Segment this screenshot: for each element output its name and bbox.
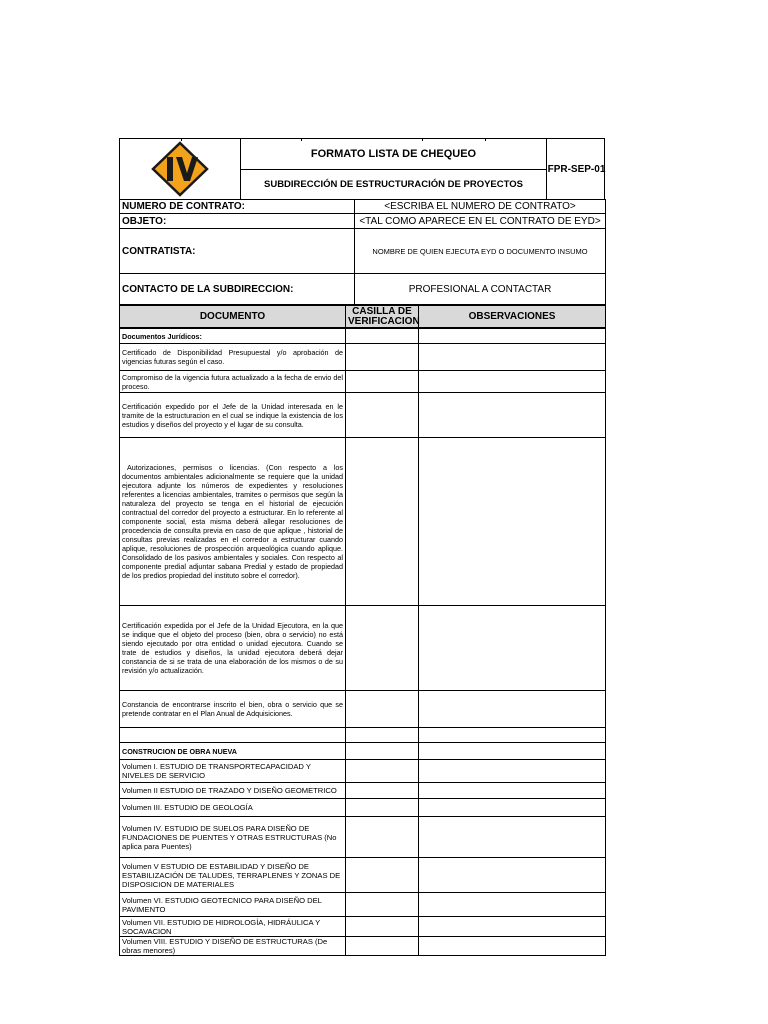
- verification-cell[interactable]: [346, 937, 419, 956]
- observations-cell[interactable]: [419, 393, 606, 438]
- observations-cell[interactable]: [419, 371, 606, 393]
- checklist-sheet: [119, 138, 605, 956]
- document-cell: Certificado de Disponibilidad Presupuestal y/o aprobación de vigencias futuras según el caso.: [120, 344, 346, 371]
- checklist-table: [119, 305, 606, 328]
- form-title: FORMATO LISTA DE CHEQUEO: [241, 139, 546, 170]
- table-row: [120, 783, 606, 799]
- info-row: [120, 229, 606, 274]
- observations-cell[interactable]: [419, 728, 606, 743]
- verification-cell[interactable]: [346, 893, 419, 917]
- verification-column-header: CASILLA DE VERIFICACION: [346, 306, 419, 328]
- observations-cell[interactable]: [419, 743, 606, 760]
- table-row: [120, 606, 606, 691]
- table-row: [120, 858, 606, 893]
- document-cell: Constancia de encontrarse inscrito el bien, obra o servicio que se pretende contratar en el Plan Anual de Adquisiciones.: [120, 691, 346, 728]
- verification-cell[interactable]: [346, 743, 419, 760]
- table-row: [120, 760, 606, 783]
- contact-field[interactable]: PROFESIONAL A CONTACTAR: [355, 274, 606, 305]
- document-cell: Volumen VII. ESTUDIO DE HIDROLOGÍA, HIDRÁULICA Y SOCAVACION: [120, 917, 346, 937]
- object-field[interactable]: <TAL COMO APARECE EN EL CONTRATO DE EYD>: [355, 214, 606, 229]
- document-cell: Volumen V ESTUDIO DE ESTABILIDAD Y DISEÑO DE ESTABILIZACIÓN DE TALUDES, TERRAPLENES Y ZONAS DE DISPOSICION DE MATERIALES: [120, 858, 346, 893]
- table-row: [120, 817, 606, 858]
- document-cell: Certificación expedida por el Jefe de la Unidad Ejecutora, en la que se indique que el objeto del proceso (bien, obra o servicio) no está siendo ejecutado por otra entidad o unidad ejecutora. Cuando se trate de estudios y diseños, la unidad ejecutora deberá dejar constancia de si se trata de una elaboración de los mismos o de su revisión y/o actualización.: [120, 606, 346, 691]
- table-row: [120, 393, 606, 438]
- contractor-field[interactable]: NOMBRE DE QUIEN EJECUTA EYD O DOCUMENTO INSUMO: [355, 229, 606, 274]
- table-row: [120, 937, 606, 956]
- table-row: [120, 743, 606, 760]
- table-row: [120, 799, 606, 817]
- observations-cell[interactable]: [419, 917, 606, 937]
- info-row: [120, 200, 606, 214]
- section-heading: CONSTRUCION DE OBRA NUEVA: [120, 743, 346, 760]
- document-cell: Volumen VI. ESTUDIO GEOTECNICO PARA DISEÑO DEL PAVIMENTO: [120, 893, 346, 917]
- logo-icon: [120, 139, 241, 199]
- verification-cell[interactable]: [346, 760, 419, 783]
- verification-cell[interactable]: [346, 344, 419, 371]
- verification-cell[interactable]: [346, 799, 419, 817]
- document-cell: Volumen IV. ESTUDIO DE SUELOS PARA DISEÑO DE FUNDACIONES DE PUENTES Y OTRAS ESTRUCTURAS (No aplica para Puentes): [120, 817, 346, 858]
- verification-cell[interactable]: [346, 783, 419, 799]
- document-cell: Autorizaciones, permisos o licencias. (Con respecto a los documentos ambientales adicionalmente se requiere que la unidad ejecutora adjunte los números de expedientes y resoluciones referentes a licencias ambientales, tramites o permisos que según la naturaleza del proyecto se tenga en el historial de ejecución contractual del corredor del proyecto a estructurar. En lo referente al componente social, esta misma deberá allegar resoluciones de procedencia de consulta previa en caso de que aplique , historial de consultas previas realizadas en el corredor a estructurar cuando aplique, resoluciones de prospección arqueológica cuando aplique. Consolidado de los pasivos ambientales y sociales. Con respecto al componente predial adjuntar sabana Predial y estado de propiedad de los predios propiedad del instituto sobre el corredor).: [120, 438, 346, 606]
- table-row: [120, 728, 606, 743]
- contractor-label: CONTRATISTA:: [120, 229, 355, 274]
- verification-cell[interactable]: [346, 917, 419, 937]
- observations-cell[interactable]: [419, 760, 606, 783]
- document-cell: Compromiso de la vigencia futura actualizado a la fecha de envio del proceso.: [120, 371, 346, 393]
- document-column-header: DOCUMENTO: [120, 306, 346, 328]
- form-code: FPR-SEP-01: [546, 139, 606, 199]
- form-header: [119, 138, 605, 199]
- observations-cell[interactable]: [419, 817, 606, 858]
- observations-cell[interactable]: [419, 691, 606, 728]
- observations-cell[interactable]: [419, 893, 606, 917]
- table-row: [120, 917, 606, 937]
- observations-column-header: OBSERVACIONES: [419, 306, 606, 328]
- observations-cell[interactable]: [419, 937, 606, 956]
- table-row: [120, 893, 606, 917]
- document-cell: [120, 728, 346, 743]
- observations-cell[interactable]: [419, 344, 606, 371]
- info-row: [120, 214, 606, 229]
- verification-cell[interactable]: [346, 691, 419, 728]
- observations-cell[interactable]: [419, 329, 606, 344]
- verification-cell[interactable]: [346, 817, 419, 858]
- observations-cell[interactable]: [419, 783, 606, 799]
- observations-cell[interactable]: [419, 438, 606, 606]
- info-row: [120, 274, 606, 305]
- verification-cell[interactable]: [346, 438, 419, 606]
- document-cell: Certificación expedido por el Jefe de la Unidad interesada en le tramite de la estructuracion en el cual se indique la existencia de los estudios y diseños del proyecto y el lugar de su consulta.: [120, 393, 346, 438]
- contract-info-table: [119, 199, 606, 305]
- document-cell: Volumen II ESTUDIO DE TRAZADO Y DISEÑO GEOMETRICO: [120, 783, 346, 799]
- checklist-rows: [119, 328, 606, 956]
- section-heading: Documentos Jurídicos:: [120, 329, 346, 344]
- table-row: [120, 371, 606, 393]
- verification-cell[interactable]: [346, 728, 419, 743]
- object-label: OBJETO:: [120, 214, 355, 229]
- observations-cell[interactable]: [419, 606, 606, 691]
- contact-label: CONTACTO DE LA SUBDIRECCION:: [120, 274, 355, 305]
- verification-cell[interactable]: [346, 606, 419, 691]
- document-cell: Volumen III. ESTUDIO DE GEOLOGÍA: [120, 799, 346, 817]
- verification-cell[interactable]: [346, 371, 419, 393]
- table-row: [120, 344, 606, 371]
- company-logo: [120, 139, 241, 199]
- document-cell: Volumen VIII. ESTUDIO Y DISEÑO DE ESTRUCTURAS (De obras menores): [120, 937, 346, 956]
- verification-cell[interactable]: [346, 858, 419, 893]
- document-cell: Volumen I. ESTUDIO DE TRANSPORTECAPACIDAD Y NIVELES DE SERVICIO: [120, 760, 346, 783]
- table-row: [120, 438, 606, 606]
- form-subtitle: SUBDIRECCIÓN DE ESTRUCTURACIÓN DE PROYECTOS: [264, 179, 523, 190]
- table-row: [120, 329, 606, 344]
- observations-cell[interactable]: [419, 858, 606, 893]
- observations-cell[interactable]: [419, 799, 606, 817]
- table-row: [120, 691, 606, 728]
- column-header-row: [120, 306, 606, 328]
- contract-number-label: NUMERO DE CONTRATO:: [120, 200, 355, 214]
- verification-cell[interactable]: [346, 329, 419, 344]
- verification-cell[interactable]: [346, 393, 419, 438]
- contract-number-field[interactable]: <ESCRIBA EL NUMERO DE CONTRATO>: [355, 200, 606, 214]
